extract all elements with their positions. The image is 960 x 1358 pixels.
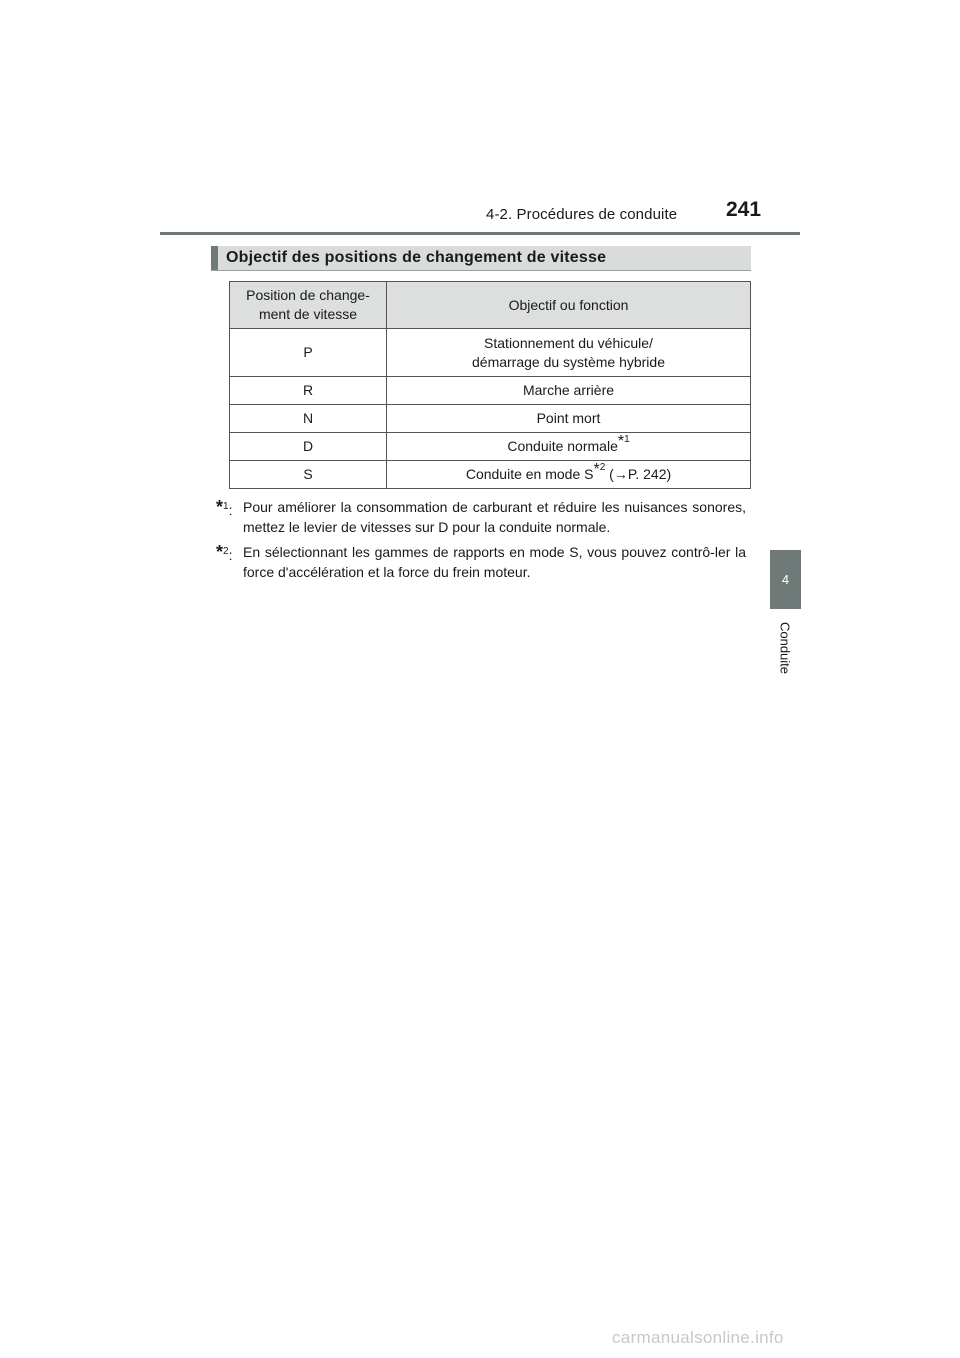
table-header-position xyxy=(230,282,387,329)
cell-position: R xyxy=(230,377,387,405)
cell-position: N xyxy=(230,405,387,433)
chapter-tab[interactable] xyxy=(770,550,801,609)
gear-position-table xyxy=(229,281,751,489)
table-header-function xyxy=(387,282,751,329)
cell-function-text: Conduite en mode S xyxy=(465,466,594,482)
header-position-label: Position de change-ment de vitesse xyxy=(246,287,370,322)
footnote-text: En sélectionnant les gammes de rapports en mode S, vous pouvez contrô-ler la force d'accélération et la force du frein moteur. xyxy=(243,544,746,580)
footnote-marker-number: 1 xyxy=(624,434,630,445)
section-heading xyxy=(211,246,751,271)
cell-position: P xyxy=(230,329,387,377)
table-row xyxy=(230,329,751,377)
section-title: Objectif des positions de changement de vitesse xyxy=(226,249,607,266)
header-function-label: Objectif ou fonction xyxy=(508,296,629,313)
chapter-number: 4 xyxy=(781,572,790,587)
cell-position: D xyxy=(230,433,387,461)
footnote-marker[interactable]: *2 xyxy=(593,461,606,478)
footnote xyxy=(216,542,746,582)
footnote-number: 2 xyxy=(223,546,229,557)
table-row xyxy=(230,433,751,461)
page-reference-link[interactable]: (→P. 242) xyxy=(609,466,672,482)
footnote-number: 1 xyxy=(223,501,229,512)
header-section-title: 4-2. Procédures de conduite xyxy=(486,206,678,223)
section-heading-bar xyxy=(211,246,218,270)
header-divider xyxy=(160,232,800,235)
table-row xyxy=(230,405,751,433)
cell-function-line1: Stationnement du véhicule/ xyxy=(484,334,653,351)
cell-position: S xyxy=(230,461,387,489)
footnote xyxy=(216,497,746,537)
watermark-text: carmanualsonline.info xyxy=(612,1328,784,1347)
cell-function: Marche arrière xyxy=(387,377,751,405)
table-row xyxy=(230,377,751,405)
asterisk-mark: * xyxy=(216,542,224,562)
page-number: 241 xyxy=(726,198,762,221)
cell-function xyxy=(387,329,751,377)
cell-function: Point mort xyxy=(387,405,751,433)
footnote-text: Pour améliorer la consommation de carburant et réduire les nuisances sonores, mettez le levier de vitesses sur D pour la conduite normale. xyxy=(243,499,746,535)
footnote-marker-number: 2 xyxy=(599,462,606,473)
cell-function-text: Conduite normale xyxy=(507,438,618,454)
chapter-label: Conduite xyxy=(777,621,793,675)
footnote-mark: *$^1$: xyxy=(216,497,233,518)
cell-function xyxy=(387,461,751,489)
asterisk-mark: * xyxy=(216,497,224,517)
footnote-marker[interactable]: *1 xyxy=(617,433,630,450)
table-row xyxy=(230,461,751,489)
cell-function xyxy=(387,433,751,461)
table-header-row xyxy=(230,282,751,329)
footnote-mark: *$^2$: xyxy=(216,542,233,563)
cell-function-line2: démarrage du système hybride xyxy=(472,353,665,370)
